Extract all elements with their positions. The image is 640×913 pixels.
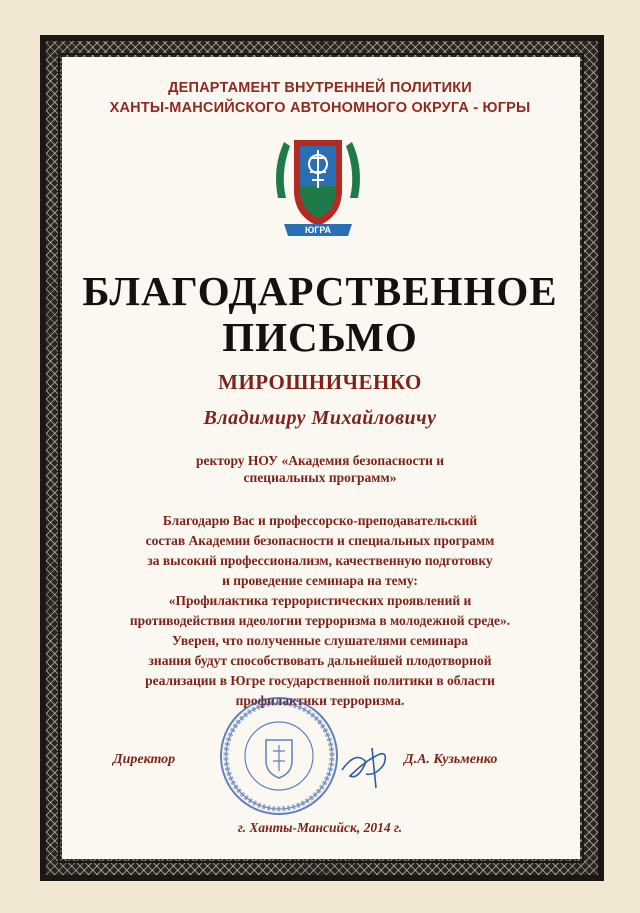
place-and-date: г. Ханты-Мансийск, 2014 г. bbox=[237, 820, 403, 835]
recipient-surname: МИРОШНИЧЕНКО bbox=[218, 370, 422, 394]
body-line: Благодарю Вас и профессорско-преподавательский bbox=[162, 513, 478, 528]
signatory-position: Директор bbox=[113, 752, 176, 767]
body-line: и проведение семинара на тему: bbox=[222, 573, 418, 588]
body-line: реализации в Югре государственной политики в области bbox=[145, 673, 495, 688]
title-line-1: БЛАГОДАРСТВЕННОЕ bbox=[82, 268, 558, 314]
body-line: состав Академии безопасности и специальных программ bbox=[145, 533, 495, 548]
role-line-2: специальных программ» bbox=[243, 470, 397, 485]
body-line: знания будут способствовать дальнейшей плодотворной bbox=[148, 653, 492, 668]
signatory-name: Д.А. Кузьменко bbox=[404, 752, 498, 767]
coat-of-arms-icon bbox=[270, 128, 366, 243]
official-seal-icon bbox=[218, 695, 340, 817]
department-line-1: ДЕПАРТАМЕНТ ВНУТРЕННЕЙ ПОЛИТИКИ bbox=[168, 80, 472, 96]
title-line-2: ПИСЬМО bbox=[222, 314, 418, 360]
body-line: профилактики терроризма. bbox=[235, 693, 405, 708]
document-title bbox=[0, 268, 640, 360]
emblem-banner-text: ЮГРА bbox=[304, 225, 332, 235]
department-header bbox=[0, 78, 640, 118]
recipient-given-names: Владимиру Михайловичу bbox=[203, 407, 437, 429]
recipient-role bbox=[0, 452, 640, 486]
department-line-2: ХАНТЫ-МАНСИЙСКОГО АВТОНОМНОГО ОКРУГА - ЮГРЫ bbox=[109, 100, 531, 116]
body-line: противодействия идеологии терроризма в молодежной среде». bbox=[129, 613, 511, 628]
role-line-1: ректору НОУ «Академия безопасности и bbox=[195, 453, 445, 468]
body-line: «Профилактика террористических проявлений и bbox=[168, 593, 472, 608]
handwritten-signature-icon bbox=[336, 740, 406, 790]
body-line: Уверен, что полученные слушателями семинара bbox=[172, 633, 468, 648]
letter-body bbox=[0, 511, 640, 711]
body-line: за высокий профессионализм, качественную подготовку bbox=[147, 553, 493, 568]
